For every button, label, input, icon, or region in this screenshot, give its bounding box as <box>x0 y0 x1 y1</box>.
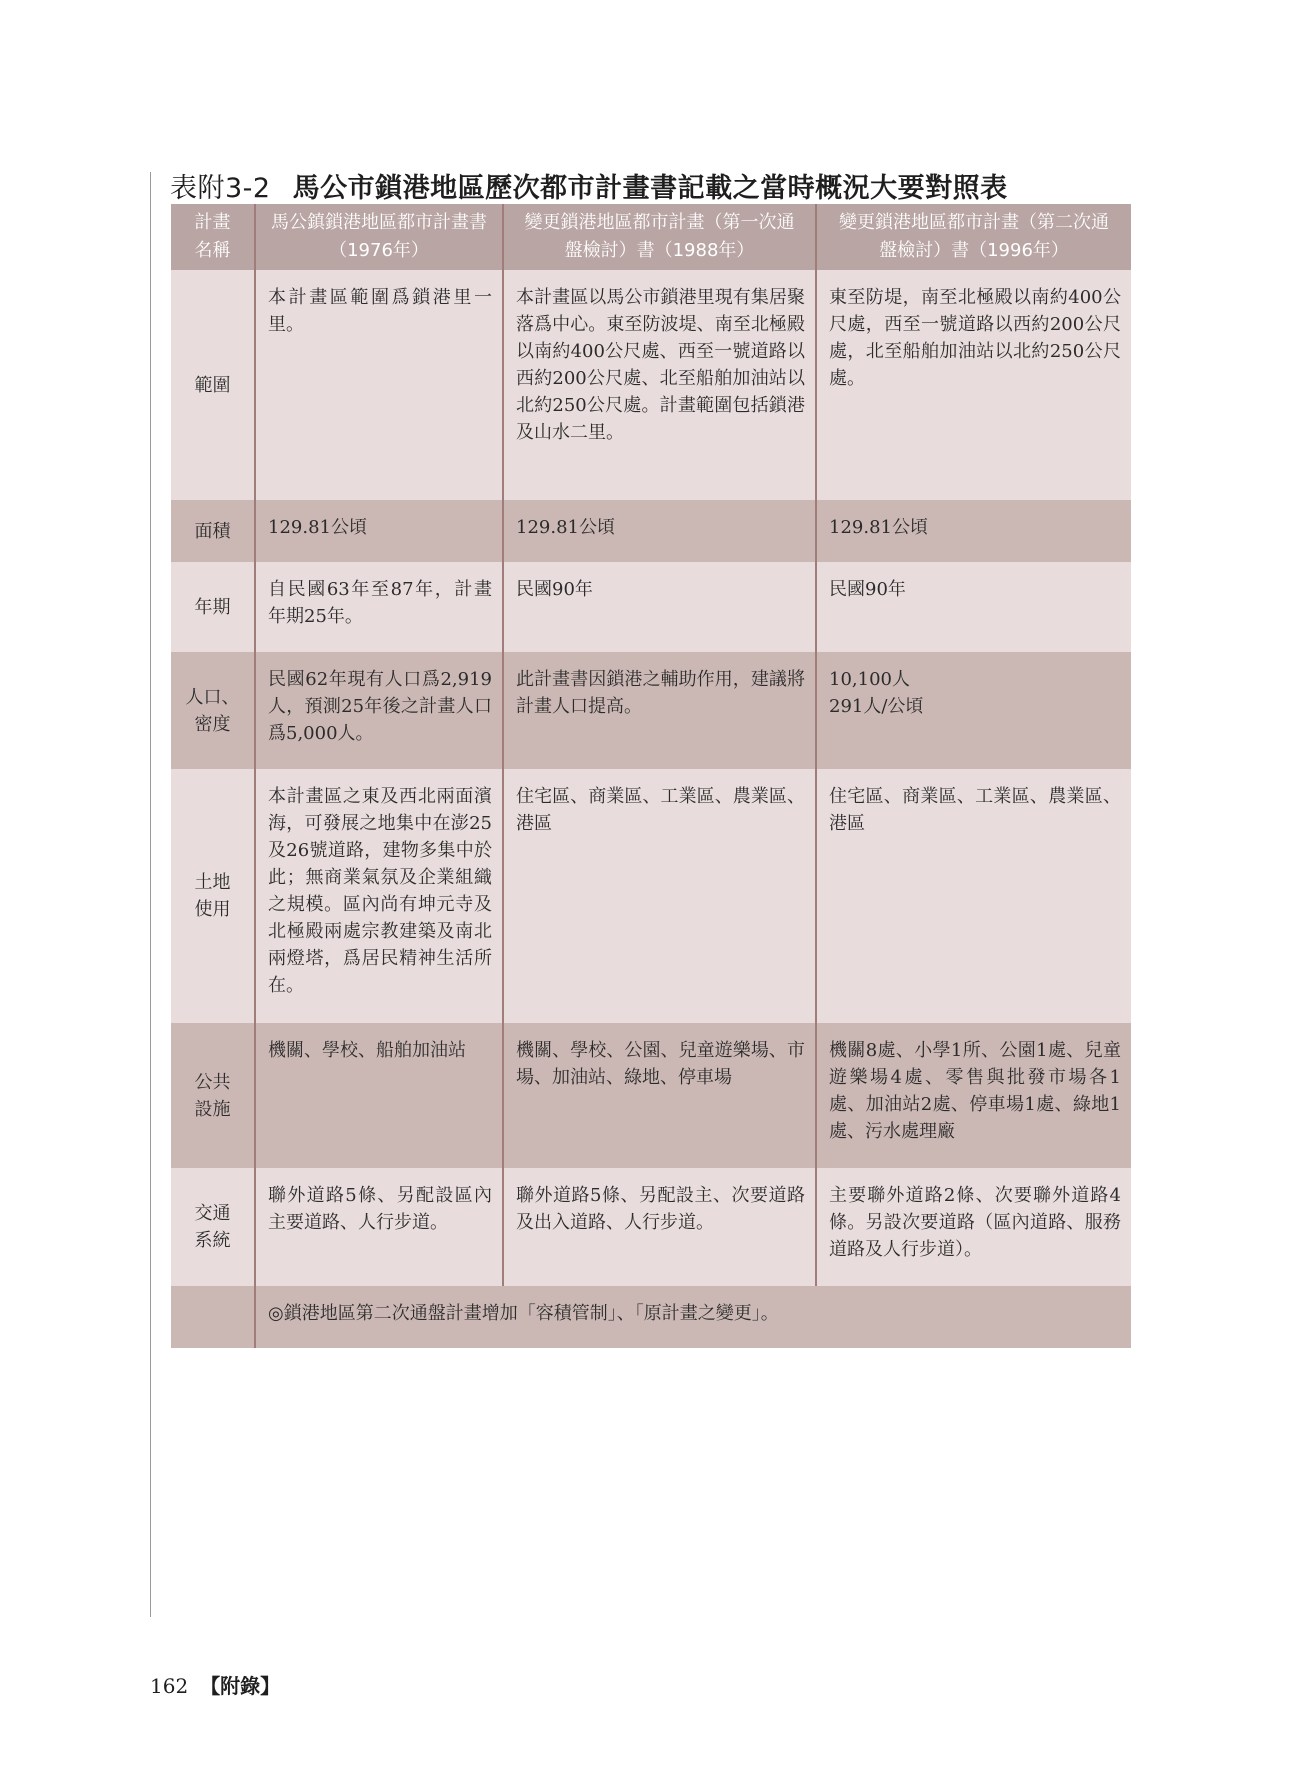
row-label-area: 面積 <box>171 500 255 562</box>
cell: 主要聯外道路2條、次要聯外道路4條。另設次要道路（區內道路、服務道路及人行步道）。 <box>816 1168 1131 1286</box>
table-row <box>171 1168 1131 1286</box>
table-row <box>171 769 1131 1023</box>
section-label: 【附錄】 <box>200 1674 281 1698</box>
cell: 民國62年現有人口爲2,919人，預測25年後之計畫人口爲5,000人。 <box>255 652 503 769</box>
note-row <box>171 1286 1131 1348</box>
page-number: 162 <box>150 1674 189 1698</box>
row-label-public-facilities: 公共 設施 <box>171 1023 255 1168</box>
cell: 自民國63年至87年，計畫年期25年。 <box>255 562 503 652</box>
cell: 機關、學校、船舶加油站 <box>255 1023 503 1168</box>
table-row <box>171 270 1131 500</box>
cell: 東至防堤，南至北極殿以南約400公尺處，西至一號道路以西約200公尺處，北至船舶加油站以北約250公尺處。 <box>816 270 1131 500</box>
row-label-population: 人口、 密度 <box>171 652 255 769</box>
cell: 本計畫區之東及西北兩面濱海，可發展之地集中在澎25及26號道路，建物多集中於此；無商業氣氛及企業組織之規模。區內尚有坤元寺及北極殿兩處宗教建築及南北兩燈塔，爲居民精神生活所在。 <box>255 769 503 1023</box>
cell: 住宅區、商業區、工業區、農業區、港區 <box>816 769 1131 1023</box>
comparison-table <box>171 204 1131 1348</box>
margin-rule <box>150 172 151 1617</box>
table-row <box>171 500 1131 562</box>
cell: 129.81公頃 <box>255 500 503 562</box>
table-caption <box>170 166 1170 205</box>
cell: 聯外道路5條、另配設區內主要道路、人行步道。 <box>255 1168 503 1286</box>
table-row <box>171 1023 1131 1168</box>
row-label-transport: 交通 系統 <box>171 1168 255 1286</box>
cell: 129.81公頃 <box>816 500 1131 562</box>
cell: 本計畫區以馬公市鎖港里現有集居聚落爲中心。東至防波堤、南至北極殿以南約400公尺處、西至一號道路以西約200公尺處、北至船舶加油站以北約250公尺處。計畫範圍包括鎖港及山水二里。 <box>503 270 816 500</box>
row-label-land-use: 土地 使用 <box>171 769 255 1023</box>
table-note: ◎鎖港地區第二次通盤計畫增加「容積管制」、「原計畫之變更」。 <box>255 1286 1131 1348</box>
cell: 此計畫書因鎖港之輔助作用，建議將計畫人口提高。 <box>503 652 816 769</box>
note-label-cell <box>171 1286 255 1348</box>
caption-title: 馬公市鎖港地區歷次都市計畫書記載之當時概況大要對照表 <box>292 173 1008 204</box>
cell: 民國90年 <box>503 562 816 652</box>
cell: 10,100人 291人/公頃 <box>816 652 1131 769</box>
table-row <box>171 562 1131 652</box>
page-footer <box>150 1670 280 1699</box>
header-1976: 馬公鎮鎖港地區都市計畫書 （1976年） <box>255 204 503 270</box>
cell: 本計畫區範圍爲鎖港里一里。 <box>255 270 503 500</box>
caption-number: 表附3-2 <box>170 173 271 204</box>
row-label-period: 年期 <box>171 562 255 652</box>
cell: 機關8處、小學1所、公園1處、兒童遊樂場4處、零售與批發市場各1處、加油站2處、停車場1處、綠地1處、污水處理廠 <box>816 1023 1131 1168</box>
header-1996: 變更鎖港地區都市計畫（第二次通 盤檢討）書（1996年） <box>816 204 1131 270</box>
cell: 129.81公頃 <box>503 500 816 562</box>
header-row <box>171 204 1131 270</box>
cell: 民國90年 <box>816 562 1131 652</box>
row-label-scope: 範圍 <box>171 270 255 500</box>
cell: 住宅區、商業區、工業區、農業區、港區 <box>503 769 816 1023</box>
table-row <box>171 652 1131 769</box>
header-1988: 變更鎖港地區都市計畫（第一次通 盤檢討）書（1988年） <box>503 204 816 270</box>
header-plan-name: 計畫 名稱 <box>171 204 255 270</box>
cell: 聯外道路5條、另配設主、次要道路及出入道路、人行步道。 <box>503 1168 816 1286</box>
cell: 機關、學校、公園、兒童遊樂場、市場、加油站、綠地、停車場 <box>503 1023 816 1168</box>
